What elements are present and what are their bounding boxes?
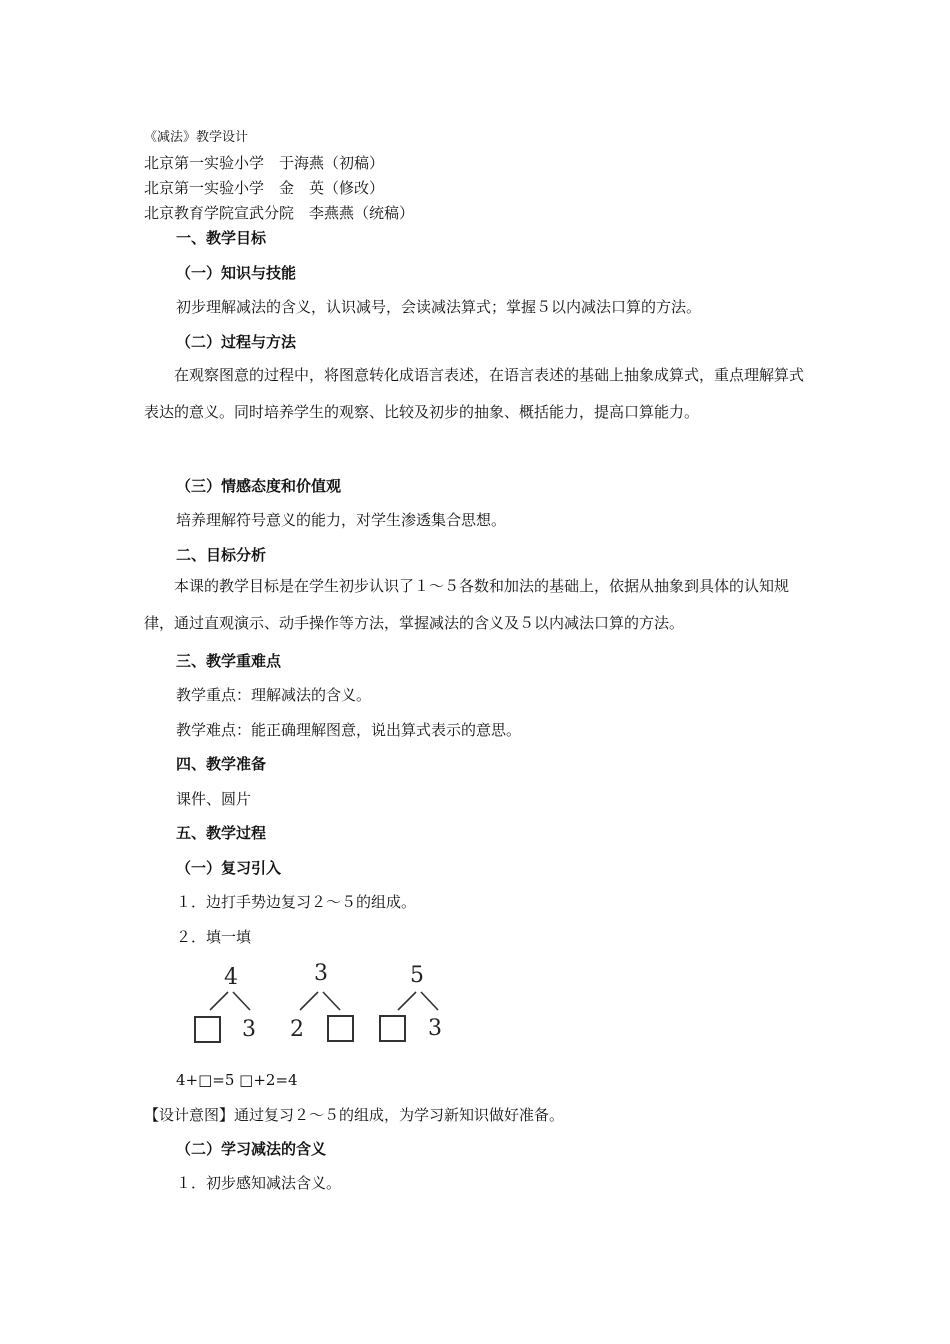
- section-heading-objectives: 一、教学目标: [176, 229, 267, 247]
- author-line-1: 北京第一实验小学 于海燕（初稿）: [144, 154, 385, 172]
- composition-left-number: 2: [290, 1017, 304, 1042]
- subheading-process-method: （二）过程与方法: [176, 333, 297, 351]
- paragraph-key-point: 教学重点：理解减法的含义。: [176, 686, 372, 704]
- branch-lines: [394, 990, 442, 1012]
- section-heading-key-points: 三、教学重难点: [176, 652, 282, 670]
- list-item-review-2: ２．填一填: [176, 928, 252, 946]
- section-heading-process: 五、教学过程: [176, 824, 267, 842]
- subheading-subtraction-meaning: （二）学习减法的含义: [176, 1140, 327, 1158]
- author-line-2: 北京第一实验小学 金 英（修改）: [144, 179, 385, 197]
- composition-top-number: 5: [410, 963, 424, 988]
- document-title: 《减法》教学设计: [144, 130, 249, 145]
- list-item-review-1: １．边打手势边复习２～５的组成。: [176, 893, 417, 911]
- answer-box: [194, 1016, 221, 1043]
- section-heading-analysis: 二、目标分析: [176, 546, 267, 564]
- composition-right-number: 3: [428, 1016, 442, 1041]
- composition-right-number: 3: [242, 1017, 256, 1042]
- subheading-review: （一）复习引入: [176, 859, 282, 877]
- equations-line: 4+□=5 □+2=4: [176, 1071, 298, 1089]
- list-item-subtraction-1: １．初步感知减法含义。: [176, 1174, 342, 1192]
- author-line-3: 北京教育学院宣武分院 李燕燕（统稿）: [144, 204, 415, 222]
- branch-lines: [206, 990, 254, 1012]
- paragraph-knowledge-skills: 初步理解减法的含义，认识减号，会读减法算式；掌握５以内减法口算的方法。: [176, 298, 702, 316]
- subheading-attitude-values: （三）情感态度和价值观: [176, 477, 342, 495]
- composition-top-number: 4: [224, 965, 238, 990]
- section-heading-preparation: 四、教学准备: [176, 755, 267, 773]
- design-intent-text: 通过复习２～５的组成，为学习新知识做好准备。: [234, 1106, 565, 1124]
- design-intent: [144, 1105, 564, 1125]
- branch-lines: [296, 990, 344, 1012]
- design-intent-label: 【设计意图】: [144, 1106, 235, 1124]
- paragraph-preparation: 课件、圆片: [176, 790, 252, 808]
- paragraph-process-method: 在观察图意的过程中，将图意转化成语言表述，在语言表述的基础上抽象成算式，重点理解算式表达的意义。同时培养学生的观察、比较及初步的抽象、概括能力，提高口算能力。: [144, 366, 805, 421]
- paragraph-attitude-values: 培养理解符号意义的能力，对学生渗透集合思想。: [176, 511, 507, 529]
- answer-box: [379, 1015, 406, 1042]
- composition-top-number: 3: [314, 961, 328, 986]
- subheading-knowledge-skills: （一）知识与技能: [176, 264, 297, 282]
- paragraph-analysis: 本课的教学目标是在学生初步认识了１～５各数和加法的基础上，依据从抽象到具体的认知规律，通过直观演示、动手操作等方法，掌握减法的含义及５以内减法口算的方法。: [144, 577, 790, 632]
- answer-box: [327, 1015, 354, 1042]
- paragraph-difficulty: 教学难点：能正确理解图意，说出算式表示的意思。: [176, 721, 522, 739]
